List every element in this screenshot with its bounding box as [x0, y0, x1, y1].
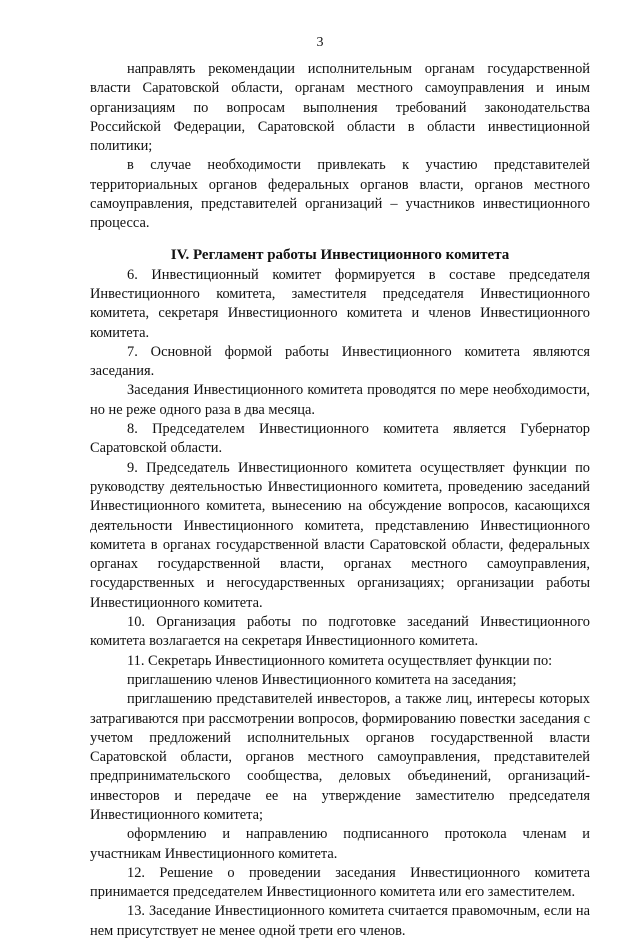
paragraph: Заседания Инвестиционного комитета проводятся по мере необходимости, но не реже одного раза в два месяца. [90, 382, 590, 418]
paragraph: приглашению представителей инвесторов, а также лиц, интересы которых затрагиваются при рассмотрении вопросов, формированию повестки заседания с учетом предложений исполнительных органов государственной власти Саратовской области, органов местного самоуправления, представителей предпринимательского сообщества, деловых объединений, организаций-инвесторов и передаче ее на утверждение заместителю председателя Инвестиционного комитета; [90, 691, 590, 823]
paragraph: 10. Организация работы по подготовке заседаний Инвестиционного комитета возлагается на секретаря Инвестиционного комитета. [90, 614, 590, 650]
document-body [90, 60, 590, 941]
paragraph: приглашению членов Инвестиционного комитета на заседания; [127, 671, 517, 688]
paragraph: 7. Основной формой работы Инвестиционного комитета являются заседания. [90, 343, 590, 380]
paragraph: в случае необходимости привлекать к участию представителей территориальных органов федеральных органов власти, органов местного самоуправления, представителей организаций – участников инвестиционного процесса. [90, 157, 590, 232]
section-heading: IV. Регламент работы Инвестиционного комитета [170, 246, 510, 263]
paragraph: 6. Инвестиционный комитет формируется в составе председателя Инвестиционного комитета, заместителя председателя Инвестиционного комитета, секретаря Инвестиционного комитета и членов Инвестиционного комитета. [90, 266, 590, 341]
paragraph: 8. Председателем Инвестиционного комитета является Губернатор Саратовской области. [90, 421, 590, 457]
paragraph: 11. Секретарь Инвестиционного комитета осуществляет функции по: [127, 652, 553, 669]
paragraph: направлять рекомендации исполнительным органам государственной власти Саратовской области, органам местного самоуправления и иным организациям по вопросам выполнения требований законодательства Российской Федерации, Саратовской области в области инвестиционной политики; [90, 61, 590, 155]
paragraph: 12. Решение о проведении заседания Инвестиционного комитета принимается председателем Инвестиционного комитета или его заместителем. [90, 864, 590, 901]
page-number: 3 [316, 35, 324, 50]
paragraph: оформлению и направлению подписанного протокола членам и участникам Инвестиционного комитета. [90, 826, 590, 862]
paragraph: 9. Председатель Инвестиционного комитета осуществляет функции по руководству деятельностью Инвестиционного комитета, проведению заседаний Инвестиционного комитета, вынесению на обсуждение вопросов, касающихся деятельности Инвестиционного комитета, представлению Инвестиционного комитета в органах государственной власти Саратовской области, федеральных органах государственной власти, органах местного самоуправления, государственных и негосударственных организациях; организации работы Инвестиционного комитета. [90, 459, 590, 611]
paragraph: 13. Заседание Инвестиционного комитета считается правомочным, если на нем присутствует не менее одной трети его членов. [90, 903, 590, 939]
